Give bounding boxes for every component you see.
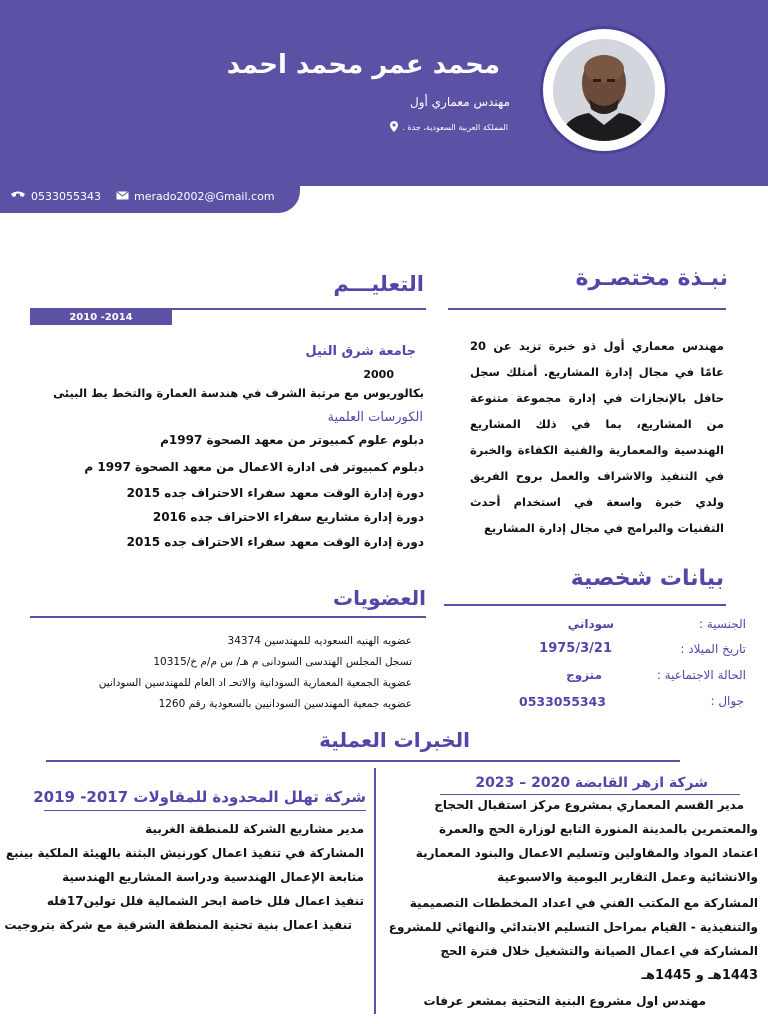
- membership-item: عضويه الهنيه السعوديه للمهندسين 34374: [227, 635, 412, 647]
- memberships-heading: العضويات: [332, 586, 426, 610]
- graduation-year: 2000: [363, 368, 394, 381]
- phone-icon: [10, 190, 26, 203]
- courses-heading: الكورسات العلمية: [327, 410, 423, 425]
- degree: بكالوريوس مع مرتبة الشرف في هندسة العمارة والتخط يط البيئى: [53, 386, 424, 400]
- azhar-line: والانشائية وعمل التقارير اليومية والاسبوعية: [497, 870, 758, 884]
- profile-photo-frame: [540, 26, 668, 154]
- email-address[interactable]: merado2002@Gmail.com: [134, 190, 275, 203]
- tahalal-line: متابعة الإعمال الهندسية ودراسة المشاريع الهندسية: [62, 870, 364, 884]
- tahalal-line: تنفيذ اعمال بنية تحتية المنطقة الشرقية مع شركة بتروجيت: [4, 918, 352, 932]
- phone-contact: [10, 190, 101, 203]
- azhar-line: اعتماد المواد والمقاولين وتسليم الاعمال والبنود المعمارية: [415, 846, 758, 860]
- company-tahalal: شركة تهلل المحدودة للمقاولات 2017- 2019: [33, 788, 366, 806]
- full-name: محمد عمر محمد احمد: [226, 50, 500, 80]
- experience-heading: الخبرات العملية: [319, 728, 470, 752]
- azhar-line: 1443هـ و 1445هـ: [641, 968, 758, 983]
- tahalal-line: تنفيذ اعمال فلل خاصة ابحر الشمالية فلل تولين17فله: [46, 894, 364, 908]
- azhar-line: والمعتمرين بالمدينة المنورة التابع لوزارة الحج والعمرة: [438, 822, 758, 836]
- location-text: المملكة العربية السعودية، جدة .: [402, 123, 508, 132]
- azhar-line: مدير القسم المعماري بمشروع مركز استقبال الحجاج: [434, 798, 744, 812]
- company-tahalal-rule: [44, 810, 366, 811]
- birthdate-value: 1975/3/21: [539, 641, 612, 656]
- university-name: جامعة شرق النيل: [305, 344, 416, 359]
- membership-item: عضويه جمعية المهندسين السودانيين بالسعودية رقم 1260: [158, 698, 412, 710]
- education-date: 2010 -2014: [30, 310, 172, 325]
- course-item: دورة إدارة الوقت معهد سفراء الاحتراف جده 2015: [126, 486, 424, 500]
- personal-heading: بيانات شخصية: [570, 566, 724, 591]
- education-heading: التعليـــم: [333, 272, 424, 296]
- profile-photo: [553, 39, 655, 141]
- company-azhar-rule: [440, 794, 740, 795]
- membership-item: تسجل المجلس الهندسى السودانى م هـ/ س م/م خ/10315: [153, 656, 412, 668]
- summary-text: مهندس معماري أول ذو خبرة تزيد عن 20 عامًا في مجال إدارة المشاريع. أمتلك سجل حافل بالإنجازات في إدارة مجموعة متنوعة من المشاريع، بما في ذلك المشاريع الهندسية والمعمارية والفنية الكفاءة والخبرة في التنفيذ والاشراف والعمل بروح الفريق ولدي خبرة واسعة في استخدام أحدث التقنيات والبرامج في مجال إدارة المشاريع: [470, 339, 724, 535]
- phone-number[interactable]: 0533055343: [31, 190, 101, 203]
- location: [390, 121, 508, 134]
- course-item: دبلوم كمبيوتر فى ادارة الاعمال من معهد الصحوة 1997 م: [84, 460, 424, 474]
- job-title: مهندس معماري أول: [409, 95, 510, 109]
- azhar-line: المشاركة في اعمال الصيانة والتشغيل خلال فترة الحج: [440, 944, 758, 958]
- company-azhar: شركة ازهر القابضة 2020 – 2023: [475, 775, 708, 791]
- tahalal-line: المشاركة في تنفيذ اعمال كورنيش البثنة بالهيئة الملكية بينبع: [5, 846, 364, 860]
- nationality-label: الجنسية :: [699, 617, 746, 631]
- tahalal-line: مدير مشاريع الشركة للمنطقة الغربية: [145, 822, 364, 836]
- email-icon: [116, 190, 129, 203]
- personal-rule: [444, 604, 726, 606]
- summary-rule: [448, 308, 726, 310]
- experience-divider: [374, 768, 376, 1014]
- course-item: دورة إدارة مشاريع سفراء الاحتراف جده 2016: [152, 510, 424, 524]
- nationality-value: سوداني: [567, 617, 614, 631]
- azhar-line: المشاركة مع المكتب الفني في اعداد المخططات التصميمية: [409, 896, 758, 910]
- azhar-line: مهندس اول مشروع البنية التحتية بمشعر عرفات: [423, 994, 706, 1008]
- summary-heading: نبـذة مختصـرة: [575, 266, 728, 291]
- birthdate-label: تاريخ الميلاد :: [680, 642, 746, 656]
- azhar-line: والتنفيذية - القيام بمراحل التسليم الابتدائي والنهائي للمشروع: [388, 920, 758, 934]
- location-pin-icon: [390, 121, 398, 134]
- experience-rule: [46, 760, 680, 762]
- marital-label: الحالة الاجتماعية :: [656, 668, 746, 682]
- course-item: دورة إدارة الوقت معهد سفراء الاحتراف جده 2015: [126, 535, 424, 549]
- course-item: دبلوم علوم كمبيوتر من معهد الصحوة 1997م: [160, 433, 424, 447]
- membership-item: عضوية الجمعية المعمارية السودانية والاتحـ اد العام للمهندسين السودانين: [98, 677, 412, 689]
- memberships-rule: [30, 616, 426, 618]
- marital-value: متزوج: [566, 668, 602, 682]
- mobile-label: جوال :: [710, 694, 744, 708]
- mobile-value[interactable]: 0533055343: [519, 694, 606, 709]
- email-contact: [116, 190, 275, 203]
